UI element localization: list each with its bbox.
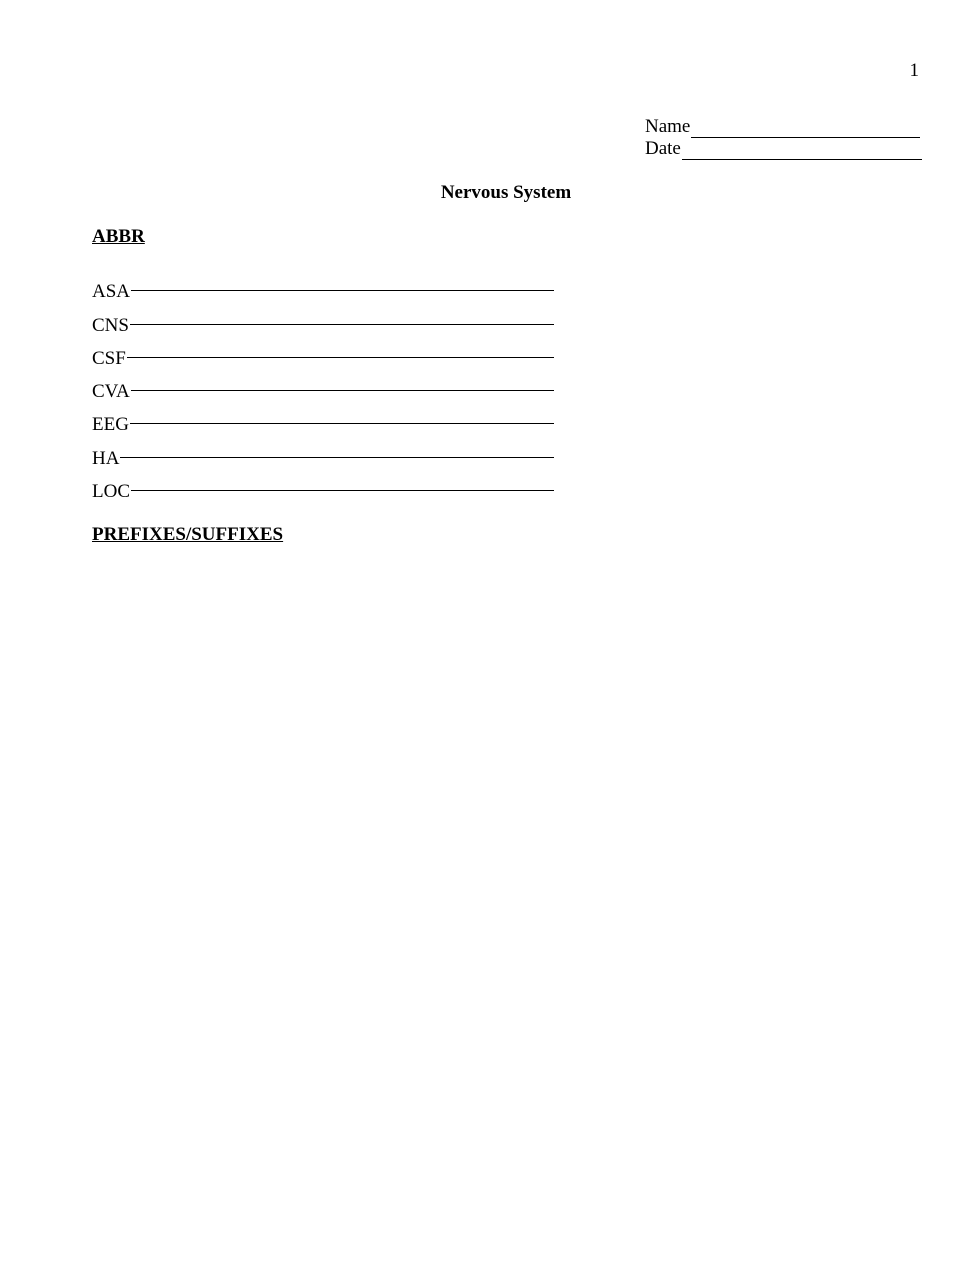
abbr-blank-line[interactable] [131,290,554,291]
abbr-row[interactable] [92,470,554,503]
abbr-blank-line[interactable] [130,423,554,424]
abbr-row[interactable] [92,337,554,370]
date-field[interactable] [645,138,925,160]
abbr-label: HA [92,447,120,469]
date-blank-line[interactable] [682,142,922,160]
name-label: Name [645,116,691,137]
abbr-row[interactable] [92,403,554,436]
abbr-label: LOC [92,481,130,503]
abbr-heading: ABBR [92,226,145,247]
abbr-blank-line[interactable] [130,324,554,325]
header-fields [645,116,925,160]
date-label: Date [645,138,681,159]
abbr-list [92,270,554,503]
abbr-row[interactable] [92,303,554,336]
abbr-row[interactable] [92,270,554,303]
abbr-row[interactable] [92,436,554,469]
abbr-row[interactable] [92,370,554,403]
name-blank-line[interactable] [691,120,920,138]
abbr-label: EEG [92,414,129,436]
document-title: Nervous System [440,182,572,203]
abbr-label: CNS [92,314,129,336]
abbr-label: CVA [92,381,130,403]
name-field[interactable] [645,116,925,138]
abbr-blank-line[interactable] [131,390,554,391]
abbr-label: ASA [92,281,131,303]
abbr-blank-line[interactable] [127,357,554,358]
abbr-blank-line[interactable] [120,457,554,458]
abbr-blank-line[interactable] [131,490,554,491]
abbr-label: CSF [92,347,126,369]
page-number: 1 [909,60,919,81]
prefixes-suffixes-heading: PREFIXES/SUFFIXES [92,524,284,545]
